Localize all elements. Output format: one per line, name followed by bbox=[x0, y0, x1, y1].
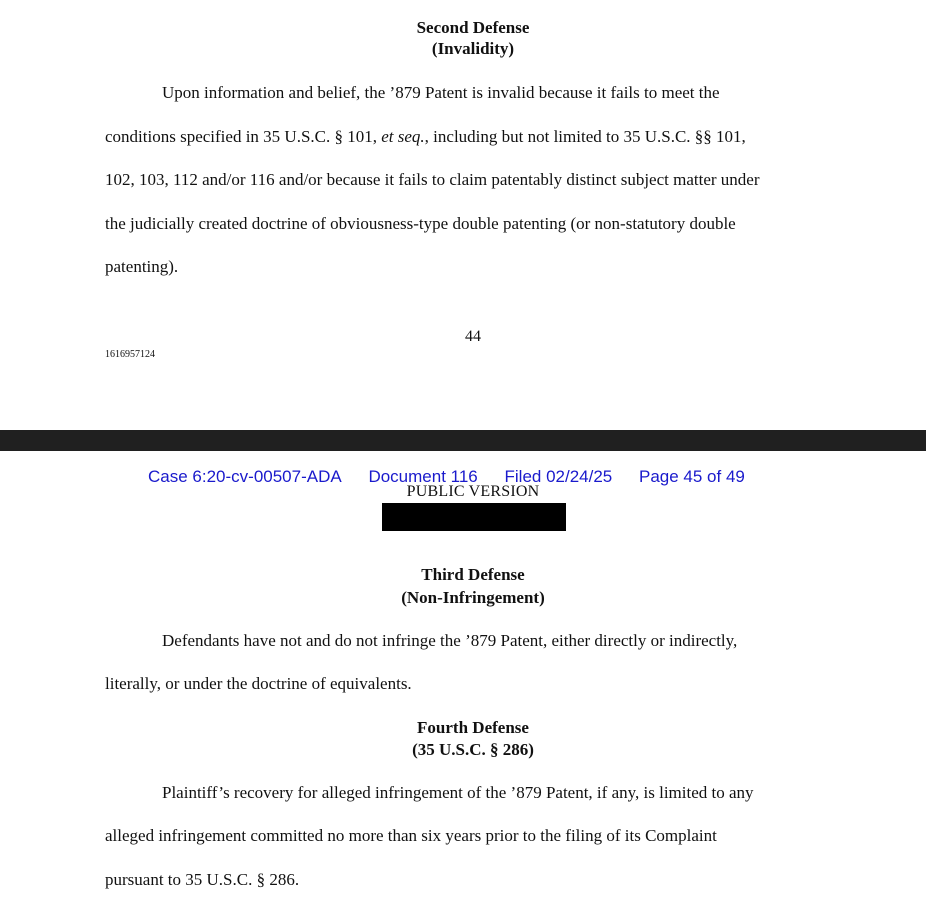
paragraph-line: pursuant to 35 U.S.C. § 286. bbox=[105, 870, 300, 889]
fourth-defense-subtitle: (35 U.S.C. § 286) bbox=[412, 740, 534, 759]
page-separator bbox=[0, 430, 926, 451]
paragraph-line: alleged infringement committed no more than six years prior to the filing of its Complaint bbox=[105, 826, 717, 845]
page-44 bbox=[0, 0, 926, 430]
page-of-pages: Page 45 of 49 bbox=[638, 467, 745, 486]
paragraph-line: Upon information and belief, the ’879 Patent is invalid because it fails to meet the bbox=[162, 83, 720, 102]
document-id: 1616957124 bbox=[105, 349, 155, 360]
public-version-label: PUBLIC VERSION bbox=[406, 483, 540, 500]
page-45 bbox=[0, 451, 926, 897]
second-defense-title: Second Defense bbox=[416, 18, 530, 37]
paragraph-line: literally, or under the doctrine of equivalents. bbox=[105, 674, 412, 693]
second-defense-subtitle: (Invalidity) bbox=[431, 39, 515, 58]
paragraph-line: 102, 103, 112 and/or 116 and/or because it fails to claim patentably distinct subject matter under bbox=[105, 170, 760, 189]
document-number: Document 116 bbox=[368, 467, 478, 486]
filed-date: Filed 02/24/25 bbox=[504, 467, 613, 486]
fourth-defense-title: Fourth Defense bbox=[417, 718, 529, 737]
page-number: 44 bbox=[465, 328, 481, 345]
case-number: Case 6:20-cv-00507-ADA bbox=[148, 467, 342, 486]
third-defense-subtitle: (Non-Infringement) bbox=[401, 588, 545, 607]
paragraph-line: Plaintiff’s recovery for alleged infringement of the ’879 Patent, if any, is limited to any bbox=[162, 783, 754, 802]
paragraph-line: patenting). bbox=[105, 257, 179, 276]
et-seq-italic: et seq. bbox=[381, 127, 425, 146]
paragraph-line: conditions specified in 35 U.S.C. § 101, et seq., including but not limited to 35 U.S.C. §§ 101, bbox=[105, 127, 746, 146]
paragraph-line: the judicially created doctrine of obviousness-type double patenting (or non-statutory double bbox=[105, 214, 736, 233]
third-defense-title: Third Defense bbox=[421, 565, 525, 584]
redaction-block bbox=[382, 503, 566, 531]
paragraph-line: Defendants have not and do not infringe the ’879 Patent, either directly or indirectly, bbox=[162, 631, 738, 650]
